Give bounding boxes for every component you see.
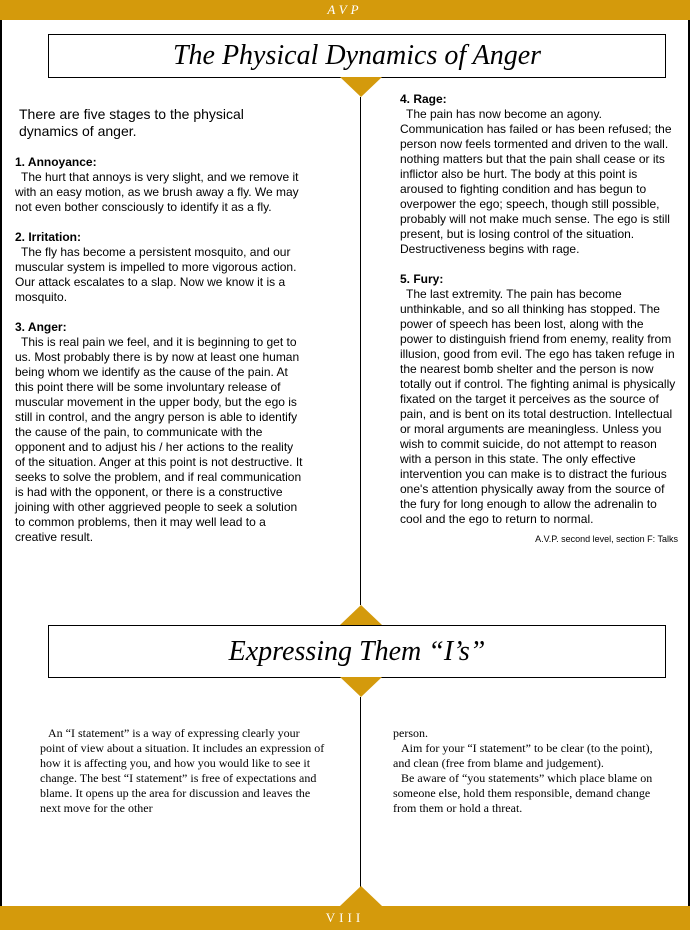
footer-bar [0,906,690,930]
section-title-anger [48,34,666,78]
stage-heading: 1. Annoyance: [15,155,97,169]
intro-paragraph: There are five stages to the physical dynamics of anger. [19,106,244,139]
divider-triangle-down [340,677,382,697]
stage-text: The fly has become a persistent mosquito, and our muscular system is impelled to more vigorous action. Our attack escalates to a slap. Now we know it is a mosquito. [15,245,297,304]
stage-heading: 5. Fury: [400,272,444,286]
i-statement-paragraph: An “I statement” is a way of expressing clearly your point of view about a situation. It includes an expression of how it is affecting you, and how you would like to see it change. The best “I statement” is free of expectations and blame. It opens up the area for discussion and leaves the next move for the other [40,726,325,815]
divider-triangle-up [340,886,382,906]
i-statement-right-column [393,726,665,816]
divider-triangle-up [340,605,382,625]
stage-text: The pain has now become an agony. Communication has failed or has been refused; the person now feels tormented and driven to the wall. nothing matters but that the pain shall cease or its inflictor also be hurt. The body at this point is aroused to fighting condition and has begun to overpower the ego; speech, though still possible, probably will not make much sense. The ego is still present, but is losing control of the situation. Destructiveness begins with rage. [400,107,672,256]
i-statement-left-column [40,726,325,816]
left-column [15,106,305,545]
column-divider [360,697,361,888]
section-title-i-statements [48,625,666,678]
stage-heading: 2. Irritation: [15,230,82,244]
i-statement-continuation: person. [393,726,428,740]
citation: A.V.P. second level, section F: Talks [535,534,678,544]
header-label: AVP [327,2,363,17]
you-statement-warning: Be aware of “you statements” which place blame on someone else, hold them responsible, demand change from them or hold a threat. [393,771,653,815]
section-title-text: The Physical Dynamics of Anger [172,40,542,71]
i-statement-aim: Aim for your “I statement” to be clear (to the point), and clean (free from blame and judgement). [393,741,653,770]
stage-text: This is real pain we feel, and it is beginning to get to us. Most probably there is by now at least one human being whom we identify as the cause of the pain. At this point there will be some involuntary release of muscular movement in the upper body, but the ego is still in control, and the angry person is able to identify the cause of the pain, to communicate with the opponent and to adjust his / her actions to the reality of the situation. Anger at this point is not destructive. It seeks to solve the problem, and if real communication is had with the opponent, or there is a constructive joining with other aggrieved people to seek a solution to common problems, then it may well lead to a creative result. [15,335,303,544]
divider-triangle-down [340,77,382,97]
section-title-text: Expressing Them “I’s” [228,636,486,667]
stage-text: The last extremity. The pain has become unthinkable, and so all thinking has stopped. The power of speech has been lost, along with the power to distinguish friend from enemy, reality from illusion, good from evil. The ego has taken refuge in the nearest bomb shelter and the person is now totally out if control. The fighting animal is physically fixated on the target it perceives as the source of pain, and is bent on its total destruction. Intellectual or moral arguments are meaningless. Unless you wish to commit suicide, do not attempt to reason with a person in this state. The only effective intervention you can make is to distract the furious one's attention physically away from the source of the fury for long enough to allow the adrenalin to cool and the ego to return to normal. [400,287,676,526]
stage-heading: 3. Anger: [15,320,67,334]
left-frame-line [0,20,2,906]
header-bar [0,0,690,20]
column-divider [360,97,361,605]
page-number: VIII [325,910,365,925]
right-column [400,92,678,545]
stage-text: The hurt that annoys is very slight, and we remove it with an easy motion, as we brush away a fly. We may not even bother consciously to identify it as a fly. [15,170,299,214]
stage-heading: 4. Rage: [400,92,447,106]
